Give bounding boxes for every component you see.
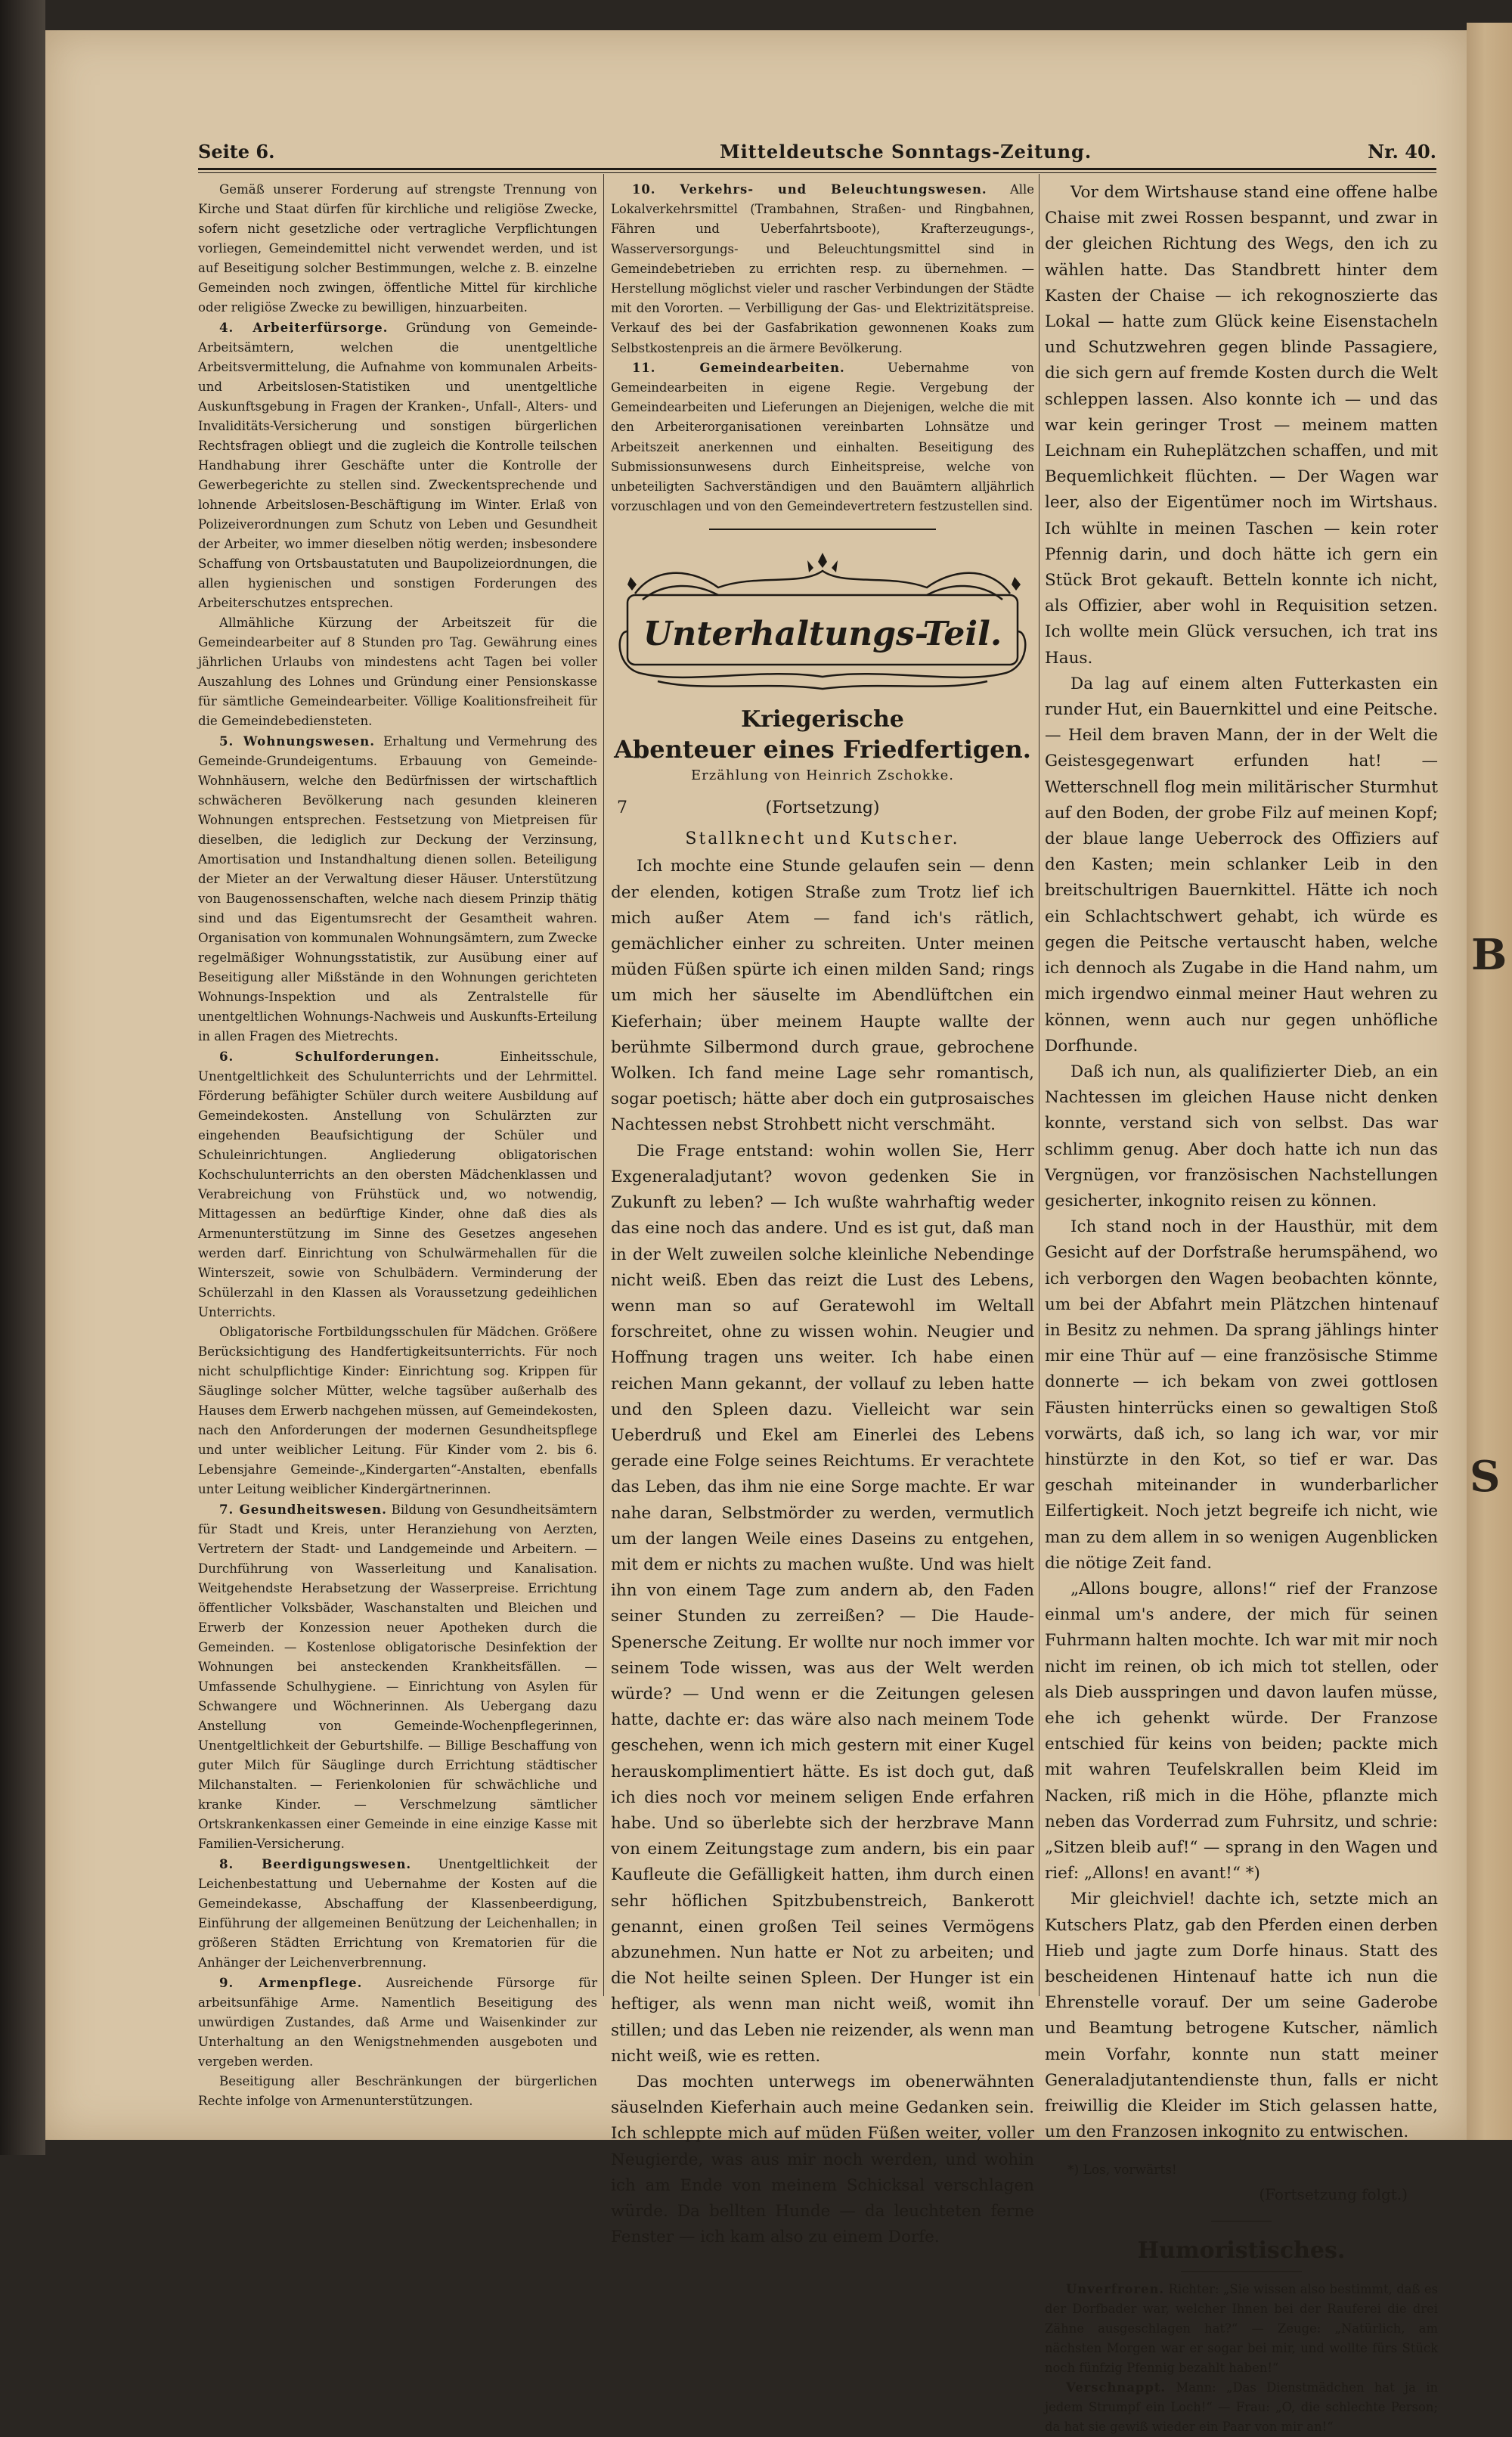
program-paragraph bbox=[198, 318, 597, 613]
section-divider bbox=[709, 529, 936, 530]
story-paragraph bbox=[1045, 1887, 1438, 2145]
section-title: Unverfroren. bbox=[1066, 2282, 1165, 2297]
edge-letter-b: B bbox=[1471, 930, 1507, 980]
paragraph-text: Mann: „Das Dienstmädchen hat ja in jedem Strumpf ein Loch!“ — Frau: „O, die schlechte Person; da hat sie gewiß wieder ein Paar von mir an!“ bbox=[1045, 2380, 1438, 2435]
paragraph-text: Einheitsschule, Unentgeltlichkeit des Schulunterrichts und der Lehrmittel. Förderung befähigter Schüler durch weitere Ausbildung auf Gemeindekosten. Anstellung von Schulärzten zur eingehenden Beaufsichtigung der Schüler und Schuleinrichtungen. Angliederung obligatorischen Kochschulunterrichts an den obersten Mädchenklassen und Verabreichung von Frühstück und, wo notwendig, Mittagessen an bedürftige Kinder, ohne daß dies als Armenunterstützung im Sinne des Gesetzes angesehen werden darf. Einrichtung von Schulwärmehallen für die Winterszeit, sowie von Schulbädern. Verminderung der Schülerzahl in den Klassen als Voraussetzung gedeihlichen Unterrichts. bbox=[198, 1050, 597, 1319]
humor-items bbox=[1045, 2280, 1438, 2437]
humor-title: Humoristisches. bbox=[1137, 2237, 1346, 2265]
continuation-label: (Fortsetzung) bbox=[765, 798, 880, 818]
newspaper-title: Mitteldeutsche Sonntags-Zeitung. bbox=[720, 141, 1092, 163]
program-paragraph bbox=[611, 180, 1034, 358]
paragraph-text: Ausreichende Fürsorge für arbeitsunfähige Arme. Namentlich Beseitigung des unwürdigen Zustandes, daß Arme und Waisenkinder zur Unterhaltung an den Wenigstnehmenden ausgeboten und vergeben werden. bbox=[198, 1976, 598, 2069]
story-paragraph bbox=[611, 854, 1034, 1138]
paragraph-text: „Allons bougre, allons!“ rief der Franzose einmal um's andere, der mich für seinen Fuhrmann halten mochte. Ich war mit mir noch nicht im reinen, ob ich mich tot stellen, oder als Dieb ausspringen und davon laufen müsse, ehe ich gehenkt würde. Der Franzose entschied für keins von beiden; packte mich mit wahren Teufelskrallen beim Kleid im Nacken, riß mich in die Höhe, pflanzte mich neben das Vorderrad zum Fuhrsitz, und schrie: „Sitzen bleib auf!“ — sprang in den Wagen und rief: „Allons! en avant!“ *) bbox=[1045, 1579, 1438, 1884]
story-paragraph bbox=[1045, 1577, 1438, 1887]
paragraph-text: Das mochten unterwegs im obenerwähnten säuselnden Kieferhain auch meine Gedanken sein. Ich schleppte mich auf müden Füßen weiter, voller Neugierde, was aus mir noch werden, und wohin ich am Ende von meinem Schicksal verschlagen würde. Da bellten Hunde — da leuchteten ferne Fenster — ich kam also zu einem Dorfe. bbox=[611, 2073, 1034, 2247]
paragraph-text: Bildung von Gesundheitsämtern für Stadt und Kreis, unter Heranziehung von Aerzten, Vertretern der Stadt- und Landgemeinde und Arbeitern. — Durchführung von Wasserleitung und Kanalisation. Weitgehendste Herabsetzung der Wasserpreise. Errichtung öffentlicher Volksbäder, Waschanstalten und Bleichen und Erwerb der Konzession neuer Apotheken durch die Gemeinden. — Kostenlose obligatorische Desinfektion der Wohnungen bei ansteckenden Krankheitsfällen. — Umfassende Schulhygiene. — Einrichtung von Asylen für Schwangere und Wöchnerinnen. Als Uebergang dazu Anstellung von Gemeinde-Wochenpflegerinnen, Unentgeltlichkeit der Geburtshilfe. — Billige Beschaffung von guter Milch für Säuglinge durch Errichtung städtischer Milchanstalten. — Ferienkolonien für schwächliche und kranke Kinder. — Verschmelzung sämtlicher Ortskrankenkassen einer Gemeinde in eine einzige Kasse mit Familien-Versicherung. bbox=[198, 1502, 597, 1851]
section-title: 10. Verkehrs- und Beleuchtungswesen. bbox=[632, 182, 987, 197]
paragraph-text: Vor dem Wirtshause stand eine offene halbe Chaise mit zwei Rossen bespannt, und zwar in der gleichen Richtung des Wegs, den ich zu wählen hatte. Das Standbrett hinter dem Kasten der Chaise — ich rekognoszierte das Lokal — hatte zum Glück keine Eisenstacheln und Schutzwehren gegen blinde Passagiere, die sich gern auf fremde Kosten durch die Welt schleppen lassen. Also konnte ich — und das war kein geringer Trost — meinem matten Leichnam ein Ruheplätzchen schaffen, und mit Bequemlichkeit flüchten. — Der Wagen war leer, also der Eigentümer noch im Wirtshaus. Ich wühlte in meinen Taschen — kein roter Pfennig darin, und doch hätte ich gern ein Stück Brot gekauft. Betteln konnte ich nicht, als Offizier, aber wohl in Requisition setzen. Ich wollte mein Glück versuchen, ich trat ins Haus. bbox=[1045, 183, 1438, 668]
entertainment-banner-ornament bbox=[612, 541, 1033, 699]
section-title: 7. Gesundheitswesen. bbox=[219, 1502, 387, 1517]
program-paragraph bbox=[611, 358, 1034, 517]
section-title: 5. Wohnungswesen. bbox=[219, 733, 375, 749]
paragraph-text: Uebernahme von Gemeindearbeiten in eigene Regie. Vergebung der Gemeindearbeiten und Lieferungen an Diejenigen, welche die mit den Arbeiterorganisationen vereinbarten Lohnsätze und Arbeitszeit anerkennen und einhalten. Beseitigung des Submissionsunwesens durch Einheitspreise, welche von unbeteiligten Sachverständigen und den Bauämtern alljährlich vorzuschlagen und von den Gemeindevertretern festzustellen sind. bbox=[611, 360, 1034, 514]
paragraph-text: Erhaltung und Vermehrung des Gemeinde-Grundeigentums. Erbauung von Gemeinde-Wohnhäusern, welche den Bedürfnissen der wirtschaftlich schwächeren Bevölkerung nach gesunden kleineren Wohnungen entsprechen. Festsetzung von Mietpreisen für dieselben, die lediglich zur Deckung der Verzinsung, Amortisation und Instandhaltung dienen sollen. Beteiligung der Mieter an der Verwaltung dieser Häuser. Unterstützung von Baugenossenschaften, welche nach diesem Prinzip thätig sind und das Eigentumsrecht der Gesamtheit wahren. Organisation von kommunalen Wohnungsämtern, zum Zwecke regelmäßiger Wohnungsstatistik, zur Ausübung einer auf Beseitigung aller Mißstände in den Wohnungen gerichteten Wohnungs-Inspektion und als Zentralstelle für unentgeltlichen Wohnungs-Nachweis und Auskunfts-Erteilung in allen Fragen des Mietrechts. bbox=[198, 734, 597, 1043]
paragraph-text: Ich stand noch in der Hausthür, mit dem Gesicht auf der Dorfstraße herumspähend, wo ich verborgen den Wagen beobachten könnte, um bei der Abfahrt mein Plätzchen hintenauf in Besitz zu nehmen. Da sprang jählings hinter mir eine Thür auf — eine französische Stimme donnerte — ich bekam von zwei gottlosen Fäusten hinterrücks einen so gewaltigen Stoß vorwärts, daß ich, so lang ich war, vor mir hinstürzte in den Kot, so tief er war. Das geschah miteinander in wunderbarlicher Eilfertigkeit. Noch jetzt begreife ich nicht, wie man zu dem allem in so wenigen Augenblicken die nötige Zeit fand. bbox=[1045, 1217, 1438, 1573]
story-paragraph bbox=[1045, 1214, 1438, 1577]
story-paragraph bbox=[1045, 180, 1438, 671]
paragraph-text: Beseitigung aller Beschränkungen der bürgerlichen Rechte infolge von Armenunterstützungen. bbox=[198, 2074, 597, 2108]
paragraph-text: Richter: „Sie wissen also bestimmt, daß es der Dorfbader war, welcher Ihnen bei der Rauferei die drei Zähne ausgeschlagen hat?“ — Zeuge: „Natürlich, am nächsten Morgen war er sogar bei mir, und wollte fürs Stück noch fünfzig Pfennig bezahlt haben!“ bbox=[1045, 2282, 1439, 2376]
column-right bbox=[1045, 180, 1439, 2435]
paragraph-text: Allmähliche Kürzung der Arbeitszeit für die Gemeindearbeiter auf 8 Stunden pro Tag. Gewährung eines jährlichen Urlaubs von mindestens acht Tagen bei voller Auszahlung des Lohnes und Gründung einer Pensionskasse für sämtliche Gemeindearbeiter. Völlige Koalitionsfreiheit für die Gemeindebediensteten. bbox=[198, 615, 597, 728]
paragraph-text: Gemäß unserer Forderung auf strengste Trennung von Kirche und Staat dürfen für kirchliche und religiöse Zwecke, sofern nicht gesetzliche oder vertragliche Verpflichtungen vorliegen, Gemeindemittel nicht verwendet werden, und ist auf Beseitigung solcher Bestimmungen, welche z. B. einzelne Gemeinden noch zwingen, öffentliche Mittel für kirchliche oder religiöse Zwecke zu bewilligen, hinzuarbeiten. bbox=[198, 182, 597, 315]
edge-letter-s: S bbox=[1470, 1452, 1501, 1502]
program-paragraph bbox=[198, 613, 597, 731]
page-header bbox=[198, 138, 1436, 168]
paragraph-text: Unentgeltlichkeit der Leichenbestattung und Uebernahme der Kosten auf die Gemeindekasse, Abschaffung der Klassenbeerdigung, Einführung der allgemeinen Benützung der Leichenhallen; in größeren Städten Errichtung von Krematorien für die Anhänger der Leichenverbrennung. bbox=[198, 1857, 597, 1970]
column-divider-1 bbox=[603, 174, 604, 1996]
program-paragraph bbox=[198, 731, 597, 1046]
paragraph-text: Mir gleichviel! dachte ich, setzte mich an Kutschers Platz, gab den Pferden einen derben Hieb und jagte zum Dorfe hinaus. Statt des bescheidenen Hintenauf hatte ich nun die Ehrenstelle vorauf. Der um seine Gaderobe und Beamtung betrogene Kutscher, nämlich mein Vorfahr, konnte nun statt meiner Generaladjutantendienste thun, falls er nicht freiwillig die Kleider im Stich gelassen hatte, um den Franzosen inkognito zu entwischen. bbox=[1045, 1890, 1438, 2142]
program-paragraph bbox=[198, 1973, 597, 2072]
entertainment-banner-text: Unterhaltungs-Teil. bbox=[643, 615, 1002, 654]
program-paragraph bbox=[198, 2072, 597, 2111]
paragraph-text: Die Frage entstand: wohin wollen Sie, Herr Exgeneraladjutant? wovon gedenken Sie in Zukunft zu leben? — Ich wußte wahrhaftig weder das eine noch das andere. Und es ist gut, daß man in der Welt zuweilen solche kleinliche Nebendinge nicht weiß. Eben das reizt die Lust des Lebens, wenn man so auf Geratewohl im Weltall forschreitet, ohne zu wissen wohin. Neugier und Hoffnung tragen uns weiter. Ich habe einen reichen Mann gekannt, der vollauf zu leben hatte und den Spleen dazu. Vielleicht war sein Ueberdruß und Ekel am Einerlei des Lebens gerade eine Folge seines Reichtums. Er verachtete das Leben, das ihm nie eine Sorge machte. Er war nahe daran, Selbstmörder zu werden, vermutlich um der langen Weile eines Daseins zu entgehen, mit dem er nichts zu machen wußte. Und was hielt ihn von einem Tage zum andern ab, den Faden seiner Stunden zu zerreißen? — Die Haude-Spenersche Zeitung. Er wollte nur noch immer vor seinem Tode wissen, was aus der Welt werden würde? — Und wenn er die Zeitungen gelesen hatte, dachte er: das wäre also nach meinem Tode geschehen, wenn ich mich gestern mit einer Kugel herauskomplimentiert hätte. Es ist doch gut, daß ich dies noch vor meinem seligen Ende erfahren habe. Und so überlebte sich der herzbrave Mann von einem Zeitungstage zum andern, bis ein paar Kaufleute die Gefälligkeit hatten, ihm durch einen sehr höflichen Spitzbubenstreich, Bankerott genannt, einen großen Teil seines Vermögens abzunehmen. Nun hatte er Not zu arbeiten; und die Not heilte seinen Spleen. Der Hunger ist ein heftiger, als wenn man nicht weiß, womit ihn stillen; und das Leben nie reizender, als wenn man nicht weiß, wie es retten. bbox=[611, 1141, 1034, 2066]
program-sections bbox=[611, 180, 1034, 516]
header-rule-thin bbox=[198, 172, 1436, 173]
book-binding bbox=[0, 0, 45, 2155]
program-paragraph bbox=[198, 180, 597, 318]
story-author: Erzählung von Heinrich Zschokke. bbox=[691, 767, 954, 784]
story-paragraph bbox=[1045, 1059, 1438, 1214]
program-paragraph bbox=[198, 1854, 597, 1973]
section-title: 11. Gemeindearbeiten. bbox=[632, 360, 845, 375]
column-left bbox=[198, 180, 598, 2108]
installment-number: 7 bbox=[617, 798, 627, 818]
adjacent-page-edge bbox=[1467, 23, 1512, 2140]
story-paragraph bbox=[1045, 671, 1438, 1059]
installment-row bbox=[611, 796, 1034, 826]
program-paragraph bbox=[198, 1322, 597, 1499]
humor-item bbox=[1045, 2280, 1438, 2378]
section-title: 8. Beerdigungswesen. bbox=[219, 1856, 412, 1871]
column-middle bbox=[611, 180, 1034, 2247]
story-text-right bbox=[1045, 180, 1438, 2145]
story-subtitle: Abenteuer eines Friedfertigen. bbox=[614, 735, 1031, 764]
story-paragraph bbox=[611, 1139, 1034, 2070]
section-title: 6. Schulforderungen. bbox=[219, 1049, 440, 1064]
chapter-title: Stallknecht und Kutscher. bbox=[685, 829, 960, 849]
column-divider-2 bbox=[1039, 174, 1040, 1996]
humor-item bbox=[1045, 2378, 1438, 2437]
paragraph-text: Ich mochte eine Stunde gelaufen sein — denn der elenden, kotigen Straße zum Trotz lief ich mich außer Atem — fand ich's rätlich, gemächlicher einher zu schreiten. Unter meinen müden Füßen spürte ich einen milden Sand; rings um mich her säuselte im Abendlüftchen ein Kieferhain; über meinem Haupte wallte der berühmte Silbermond durch graue, gebrochene Wolken. Ich fand meine Lage sehr romantisch, sogar poetisch; hätte aber doch ein gutprosaisches Nachtessen nebst Strohbett nicht verschmäht. bbox=[611, 857, 1034, 1135]
story-paragraph bbox=[611, 2070, 1034, 2250]
issue-number: Nr. 40. bbox=[1368, 141, 1436, 163]
paragraph-text: Obligatorische Fortbildungsschulen für Mädchen. Größere Berücksichtigung des Handfertigkeitsunterrichts. Für noch nicht schulpflichtige Kinder: Einrichtung sog. Krippen für Säuglinge solcher Mütter, welche tagsüber außerhalb des Hauses dem Erwerb nachgehen müssen, auf Gemeindekosten, nach den Anforderungen der modernen Gesundheitspflege und unter weiblicher Leitung. Für Kinder vom 2. bis 6. Lebensjahre Gemeinde-„Kindergarten“-Anstalten, ebenfalls unter Leitung weiblicher Kindergärtnerinnen. bbox=[198, 1325, 597, 1496]
page-number: Seite 6. bbox=[198, 141, 275, 163]
to-be-continued: (Fortsetzung folgt.) bbox=[1259, 2185, 1408, 2204]
paragraph-text: Alle Lokalverkehrsmittel (Trambahnen, Straßen- und Ringbahnen, Fähren und Ueberfahrtsboote), Krafterzeugungs-, Wasserversorgungs- und Beleuchtungsmittel sind in Gemeindebetrieben zu errichten resp. zu übernehmen. — Herstellung möglichst vieler und rascher Verbindungen der Städte mit den Vororten. — Verbilligung der Gas- und Elektrizitätspreise. Verkauf des bei der Gasfabrikation gewonnenen Koaks zum Selbstkostenpreis an die ärmere Bevölkerung. bbox=[611, 182, 1034, 355]
header-rule bbox=[198, 168, 1436, 170]
program-paragraph bbox=[198, 1499, 597, 1854]
paragraph-text: Daß ich nun, als qualifizierter Dieb, an ein Nachtessen im gleichen Hause nicht denken konnte, verstand sich von selbst. Das war schlimm genug. Aber doch hatte ich nun das Vergnügen, vor französischen Nachstellungen gesicherter, inkognito reisen zu können. bbox=[1045, 1062, 1438, 1211]
humor-divider bbox=[1211, 2221, 1272, 2222]
program-paragraph bbox=[198, 1046, 597, 1322]
paragraph-text: Da lag auf einem alten Futterkasten ein runder Hut, ein Bauernkittel und eine Peitsche. — Heil dem braven Mann, der in der Welt die Geistesgegenwart erfunden hat! — Wetterschnell flog mein militärischer Sturmhut auf den Boden, der grobe Filz auf meinen Kopf; der blaue lange Ueberrock des Offiziers auf den Kasten; mein schlanker Leib in den breitschultrigen Bauernkittel. Hätte ich noch ein Schlachtschwert gehabt, ich würde es gegen die Peitsche vertauscht haben, welche ich dennoch als Zugabe in die Hand nahm, um mich irgendwo einmal meiner Haut wehren zu können, wenn auch nur gegen unhöfliche Dorfhunde. bbox=[1045, 674, 1438, 1056]
story-title: Kriegerische bbox=[741, 706, 904, 733]
story-text-middle bbox=[611, 854, 1034, 2250]
paragraph-text: Gründung von Gemeinde-Arbeitsämtern, welchen die unentgeltliche Arbeitsvermittelung, die Aufnahme von kommunalen Arbeits- und Arbeitslosen-Statistiken und unentgeltliche Auskunftsgebung in Fragen der Kranken-, Unfall-, Alters- und Invaliditäts-Versicherung und sonstigen bürgerlichen Rechtsfragen obliegt und die zugleich die Kontrolle teilschen Handhabung ihrer Geschäfte unter die Kontrolle der Gewerbegerichte zu stellen sind. Zweckentsprechende und lohnende Arbeitslosen-Beschäftigung im Winter. Erlaß von Polizeiverordnungen zum Schutz von Leben und Gesundheit der Arbeiter, wo immer dieselben nötig werden; insbesondere Schaffung von Ortsbaustatuten und Baupolizeiordnungen, die allen hygienischen und sonstigen Forderungen des Arbeiterschutzes entsprechen. bbox=[198, 321, 597, 610]
humor-title-rule bbox=[1181, 2271, 1302, 2272]
section-title: Verschnappt. bbox=[1066, 2380, 1167, 2395]
footnote: *) Los, vorwärts! bbox=[1067, 2163, 1177, 2178]
section-title: 9. Armenpflege. bbox=[219, 1975, 363, 1990]
section-title: 4. Arbeiterfürsorge. bbox=[219, 320, 389, 335]
